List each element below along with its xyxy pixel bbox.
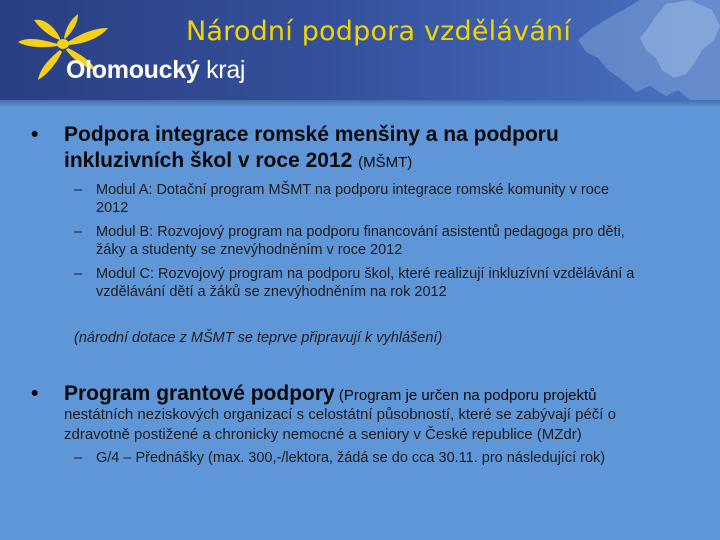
- item-line2: vzdělávání dětí a žáků se znevýhodněním na rok 2012: [96, 284, 447, 300]
- dash: –: [74, 224, 83, 240]
- item-line2: 2012: [96, 200, 129, 216]
- header-shadow: [0, 100, 720, 108]
- section2-line2: nestátních neziskových organizací s celostátní působností, které se zabývají péčí o: [64, 406, 616, 423]
- item-line2: žáky a studenty se znevýhodněním v roce 2012: [96, 242, 403, 258]
- header-banner: [0, 0, 720, 100]
- item-line1: Modul B: Rozvojový program na podporu financování asistentů pedagoga pro děti,: [96, 224, 625, 240]
- czech-map-icon: [490, 0, 720, 100]
- section2-heading-suffix: (Program je určen na podporu projektů: [334, 387, 597, 404]
- bullet: •: [31, 123, 39, 146]
- brand-name: Olomoucký: [66, 56, 200, 84]
- list-item: [74, 181, 610, 217]
- section2-heading-text: Program grantové podpory: [64, 382, 335, 405]
- list-item: [74, 449, 606, 467]
- brand-suffix: kraj: [199, 56, 246, 84]
- item-line1: Modul A: Dotační program MŠMT na podporu integrace romské komunity v roce: [96, 182, 610, 198]
- item-line1: Modul C: Rozvojový program na podporu škol, které realizují inkluzívní vzdělávání a: [96, 266, 635, 282]
- dash: –: [74, 450, 83, 466]
- section1-heading-line1: Podpora integrace romské menšiny a na podporu: [64, 123, 559, 146]
- section2-line3: zdravotně postižené a chronicky nemocné a seniory v České republice (MZdr): [64, 426, 582, 443]
- section1-heading-suffix: (MŠMT): [358, 154, 413, 171]
- note-text: (národní dotace z MŠMT se teprve připravují k vyhlášení): [74, 330, 443, 346]
- section2-description: [64, 405, 616, 445]
- brand-logo-text: [66, 56, 245, 85]
- list-item: [74, 223, 625, 259]
- bullet: •: [31, 382, 39, 405]
- dash: –: [74, 182, 83, 198]
- list-item: [74, 265, 635, 301]
- section1-heading-line2: inkluzivních škol v roce 2012: [64, 149, 359, 172]
- page-title: Národní podpora vzdělávání: [186, 16, 572, 47]
- section1-heading: [31, 122, 559, 176]
- dash: –: [74, 266, 83, 282]
- item-line1: G/4 – Přednášky (max. 300,-/lektora, žádá se do cca 30.11. pro následující rok): [96, 450, 606, 466]
